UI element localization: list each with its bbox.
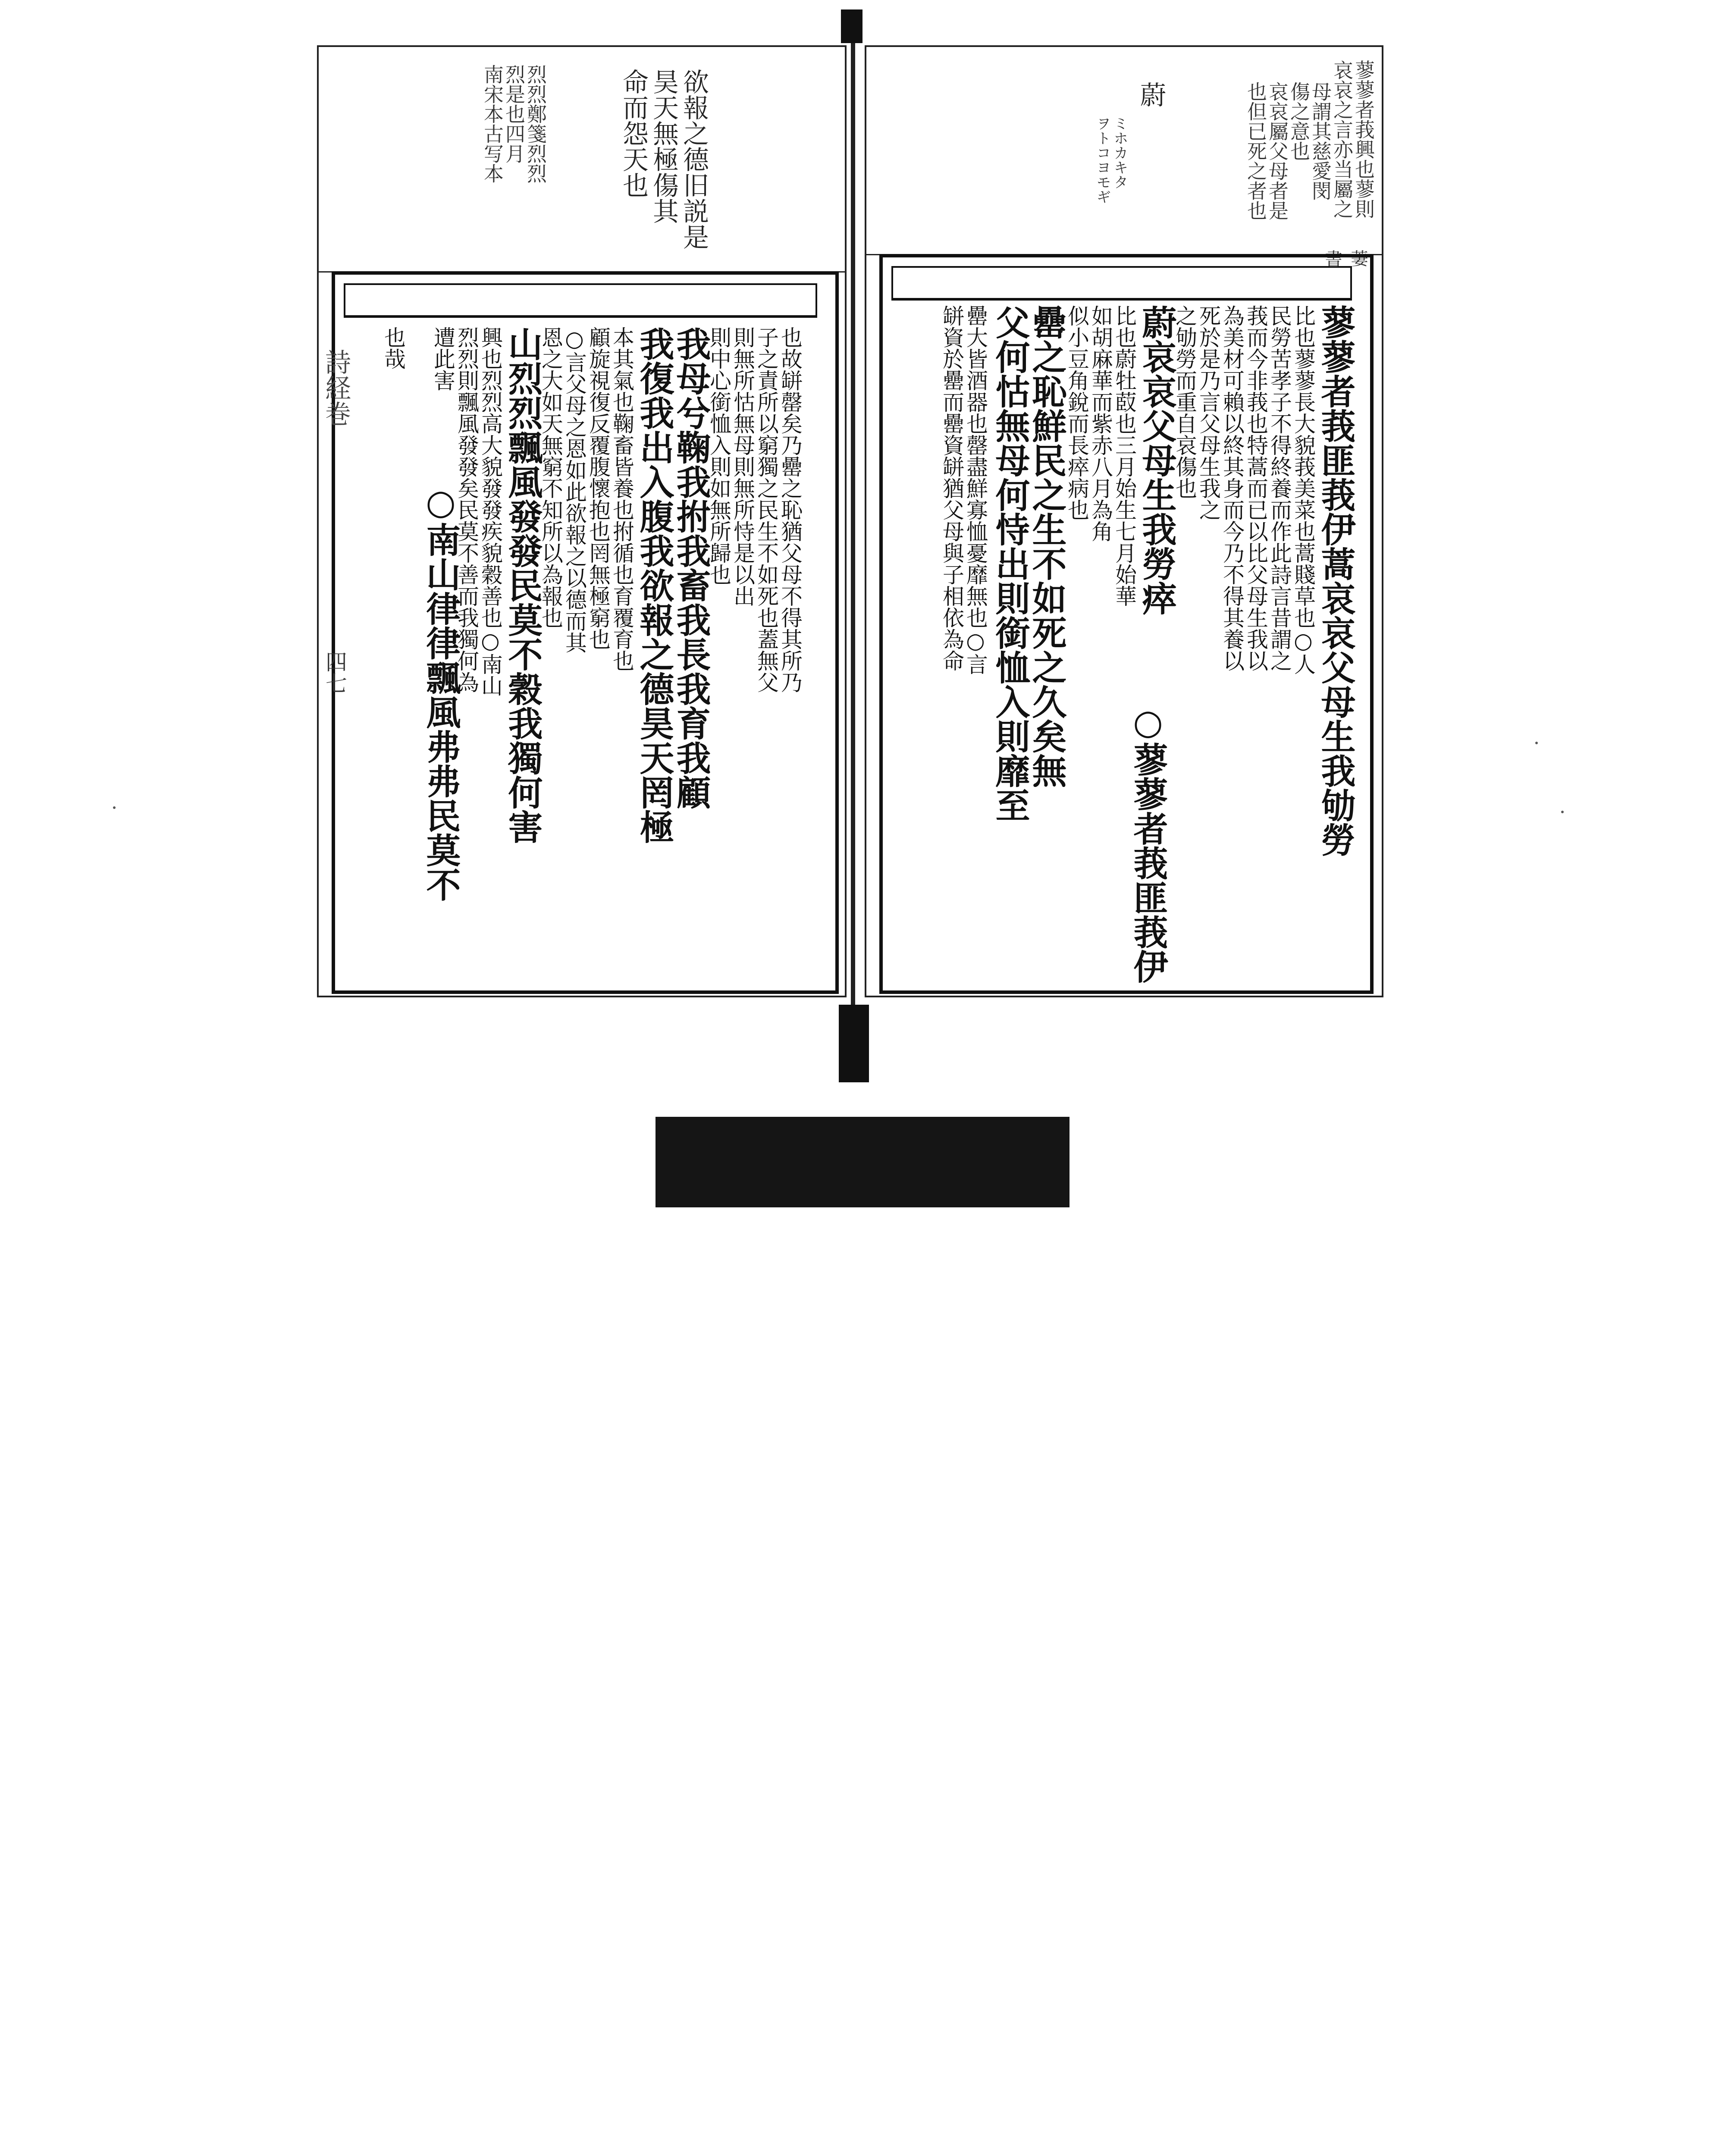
folio-number: 四七 — [322, 651, 347, 694]
text-column: 子之責所以窮獨之民生不如死也蓋無父 — [754, 326, 779, 693]
right-head-notes — [866, 47, 1382, 255]
text-column: 父何怙無母何恃出則銜恤入則靡至 — [990, 305, 1030, 822]
head-note: ヲトコヨモギ — [1094, 116, 1111, 204]
frame-number-label — [656, 1117, 1070, 1207]
text-column: 比也蓼蓼長大貌莪美菜也蒿賤草也○人 — [1291, 305, 1316, 675]
text-column: 之劬勞而重自哀傷也 — [1172, 305, 1197, 499]
text-column: 顧旋視復反覆腹懷抱也罔無極窮也 — [586, 326, 611, 650]
text-column: 則中心銜恤入則如無所歸也 — [706, 326, 731, 585]
head-note: 也但已死之者也 — [1244, 81, 1267, 220]
text-column: 恩之大如天無窮不知所以為報也 — [538, 326, 563, 628]
head-note: 烈是也四月 — [502, 64, 526, 163]
head-note: 傷之意也 — [1287, 81, 1311, 161]
left-head-notes — [319, 47, 845, 273]
text-column: 死於是乃言父母生我之 — [1196, 305, 1221, 520]
left-page — [317, 45, 847, 997]
head-note: 南宋本古写本 — [481, 64, 504, 183]
scan-speck — [1535, 742, 1538, 744]
text-column: 則無所怙無母則無所恃是以出 — [730, 326, 755, 607]
head-note: 蓼蓼者莪興也蓼則 — [1352, 60, 1375, 219]
text-column: 我母兮鞠我拊我畜我長我育我顧 — [671, 326, 711, 809]
text-column: 也故缾罄矣乃罍之恥猶父母不得其所乃 — [778, 326, 803, 693]
head-note: 蔚 — [1136, 81, 1166, 107]
text-column: 我復我出入腹我欲報之德昊天罔極 — [634, 326, 674, 844]
head-note: 命而怨天也 — [618, 69, 649, 198]
text-column: 莪而今非莪也特蒿而已以比父母生我以 — [1243, 305, 1268, 671]
head-note: 烈烈鄭箋烈烈 — [524, 64, 547, 183]
binding-base — [839, 1005, 869, 1082]
text-column: 興也烈烈高大貌發發疾貌穀善也○南山 — [478, 326, 503, 696]
text-column: ○言父母之恩如此欲報之以德而其 — [562, 326, 587, 653]
text-column: 比也蔚牡菣也三月始生七月始華 — [1112, 305, 1137, 607]
right-page — [865, 45, 1383, 997]
text-column: 罍大皆酒器也罄盡鮮寡恤憂靡無也○言 — [963, 305, 988, 675]
binding-tab — [841, 9, 862, 43]
head-note: 哀哀之言亦当屬之 — [1330, 60, 1354, 219]
text-column: 為美材可賴以終其身而今乃不得其養以 — [1220, 305, 1245, 671]
left-frame-header — [344, 283, 817, 318]
text-column: 罍之恥鮮民之生不如死之久矣無 — [1026, 305, 1067, 788]
text-column: 缾資於罍而罍資缾猶父母與子相依為命 — [939, 305, 964, 671]
scan-speck — [1561, 811, 1564, 813]
text-column: 民勞苦孝子不得終養而作此詩言昔謂之 — [1267, 305, 1292, 671]
book-spine — [851, 43, 855, 1009]
head-note: ミホカキタ — [1111, 116, 1128, 189]
text-column: 似小豆角銳而長瘁病也 — [1064, 305, 1089, 520]
text-column: 烈烈則飄風發發矣民莫不善而我獨何為 — [454, 326, 479, 693]
interlinear-gloss: 書 — [1322, 250, 1342, 267]
head-note: 哀哀屬父母者是 — [1266, 81, 1289, 220]
scan-speck — [113, 806, 116, 809]
text-column: 本其氣也鞠畜皆養也拊循也育覆育也 — [609, 326, 634, 671]
left-text-frame — [332, 271, 839, 994]
head-note: 母謂其慈愛閔 — [1309, 81, 1332, 201]
text-column: 也哉 — [381, 326, 406, 370]
interlinear-gloss: 萋 — [1348, 250, 1368, 267]
head-note: 昊天無極傷其 — [649, 69, 679, 224]
margin-title: 詩経巻 — [321, 349, 351, 426]
text-column: 蔚哀哀父母生我勞瘁 — [1136, 305, 1177, 615]
text-column: ○蓼蓼者莪匪莪伊 — [1128, 702, 1168, 984]
right-text-frame — [879, 254, 1374, 994]
text-column: ○南山律律飄風弗弗民莫不 — [420, 482, 461, 902]
text-column: 如胡麻華而紫赤八月為角 — [1088, 305, 1113, 542]
text-column: 蓼蓼者莪匪莪伊蒿哀哀父母生我劬勞 — [1315, 305, 1356, 857]
head-note: 欲報之德旧説是 — [679, 69, 709, 250]
right-frame-header — [891, 266, 1352, 301]
text-column: 山烈烈飄風發發民莫不穀我獨何害 — [502, 326, 543, 844]
text-column: 遭此害 — [430, 326, 455, 391]
